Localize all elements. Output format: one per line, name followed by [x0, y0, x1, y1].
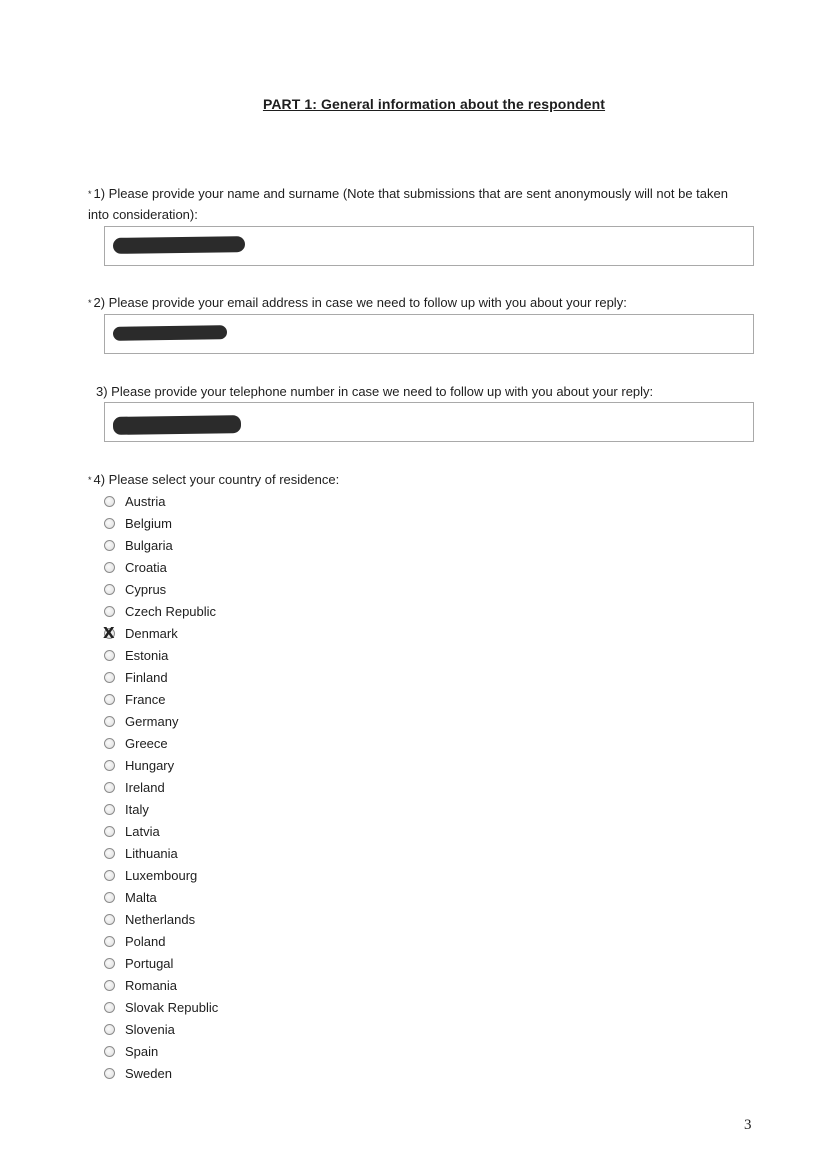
country-label: Czech Republic [125, 603, 217, 619]
country-label: Belgium [125, 515, 172, 531]
country-label: Denmark [125, 625, 178, 641]
radio-icon[interactable] [104, 562, 115, 573]
country-option[interactable] [104, 953, 404, 975]
country-label: Cyprus [125, 581, 167, 597]
country-option[interactable] [104, 997, 404, 1019]
part-title: PART 1: General information about the respondent [262, 96, 606, 112]
question-email [88, 292, 748, 313]
radio-icon[interactable] [104, 1046, 115, 1057]
redaction-mark [113, 325, 227, 341]
radio-icon[interactable] [104, 584, 115, 595]
country-option[interactable] [104, 644, 404, 666]
radio-icon[interactable] [104, 760, 115, 771]
question-text: 4) Please select your country of residence: [93, 472, 340, 487]
country-option[interactable] [104, 600, 404, 622]
radio-icon[interactable] [104, 936, 115, 947]
name-field[interactable] [104, 226, 754, 266]
country-option[interactable] [104, 754, 404, 776]
country-label: Slovenia [125, 1022, 175, 1038]
required-marker: * [88, 298, 92, 308]
country-label: Finland [125, 669, 168, 685]
question-name [88, 183, 748, 225]
country-option[interactable] [104, 622, 404, 644]
country-label: Slovak Republic [125, 1000, 219, 1016]
country-option[interactable] [104, 798, 404, 820]
radio-icon[interactable] [104, 738, 115, 749]
country-label: Netherlands [125, 912, 196, 928]
country-radio-group [104, 490, 404, 1085]
country-option[interactable] [104, 512, 404, 534]
radio-icon[interactable] [104, 540, 115, 551]
telephone-field[interactable] [104, 402, 754, 442]
radio-icon[interactable] [104, 672, 115, 683]
radio-icon[interactable] [104, 914, 115, 925]
question-telephone [94, 381, 754, 402]
country-label: Greece [125, 735, 168, 751]
country-label: Germany [125, 713, 179, 729]
redaction-mark [113, 236, 245, 254]
country-option[interactable] [104, 556, 404, 578]
country-label: Bulgaria [125, 537, 173, 553]
country-option[interactable] [104, 1019, 404, 1041]
radio-icon[interactable] [104, 782, 115, 793]
radio-checked-icon[interactable] [104, 628, 115, 639]
country-option[interactable] [104, 710, 404, 732]
radio-icon[interactable] [104, 496, 115, 507]
email-field[interactable] [104, 314, 754, 354]
radio-icon[interactable] [104, 518, 115, 529]
country-label: Ireland [125, 779, 165, 795]
radio-icon[interactable] [104, 870, 115, 881]
radio-icon[interactable] [104, 826, 115, 837]
country-label: Lithuania [125, 846, 178, 862]
redaction-mark [113, 415, 241, 435]
radio-icon[interactable] [104, 1002, 115, 1013]
question-country [88, 469, 748, 490]
country-label: Estonia [125, 647, 169, 663]
country-label: Sweden [125, 1066, 172, 1082]
country-label: Croatia [125, 559, 167, 575]
country-option[interactable] [104, 865, 404, 887]
country-label: Romania [125, 978, 178, 994]
required-marker: * [88, 189, 92, 199]
country-label: Poland [125, 934, 166, 950]
question-text: 1) Please provide your name and surname (Note that submissions that are sent anonymously will not be taken into consideration): [88, 186, 728, 222]
country-label: Spain [125, 1044, 159, 1060]
radio-icon[interactable] [104, 980, 115, 991]
radio-icon[interactable] [104, 606, 115, 617]
country-option[interactable] [104, 688, 404, 710]
country-option[interactable] [104, 578, 404, 600]
radio-icon[interactable] [104, 958, 115, 969]
radio-icon[interactable] [104, 848, 115, 859]
country-label: Austria [125, 493, 166, 509]
radio-icon[interactable] [104, 650, 115, 661]
country-option[interactable] [104, 490, 404, 512]
country-option[interactable] [104, 931, 404, 953]
radio-icon[interactable] [104, 892, 115, 903]
country-option[interactable] [104, 1063, 404, 1085]
question-text: 2) Please provide your email address in case we need to follow up with you about your reply: [93, 295, 627, 310]
country-label: Italy [125, 801, 149, 817]
country-label: Luxembourg [125, 868, 198, 884]
country-label: Portugal [125, 956, 174, 972]
radio-icon[interactable] [104, 1068, 115, 1079]
page-number: 3 [744, 1117, 752, 1133]
country-option[interactable] [104, 1041, 404, 1063]
country-option[interactable] [104, 843, 404, 865]
country-option[interactable] [104, 820, 404, 842]
required-marker: * [88, 475, 92, 485]
country-label: Hungary [125, 757, 175, 773]
radio-icon[interactable] [104, 694, 115, 705]
radio-icon[interactable] [104, 716, 115, 727]
country-option[interactable] [104, 534, 404, 556]
radio-icon[interactable] [104, 1024, 115, 1035]
country-label: Malta [125, 890, 157, 906]
country-option[interactable] [104, 776, 404, 798]
country-label: France [125, 691, 166, 707]
radio-icon[interactable] [104, 804, 115, 815]
question-text: 3) Please provide your telephone number in case we need to follow up with you about your reply: [96, 384, 654, 399]
country-option[interactable] [104, 887, 404, 909]
country-option[interactable] [104, 732, 404, 754]
country-option[interactable] [104, 666, 404, 688]
country-option[interactable] [104, 909, 404, 931]
country-option[interactable] [104, 975, 404, 997]
country-label: Latvia [125, 823, 160, 839]
